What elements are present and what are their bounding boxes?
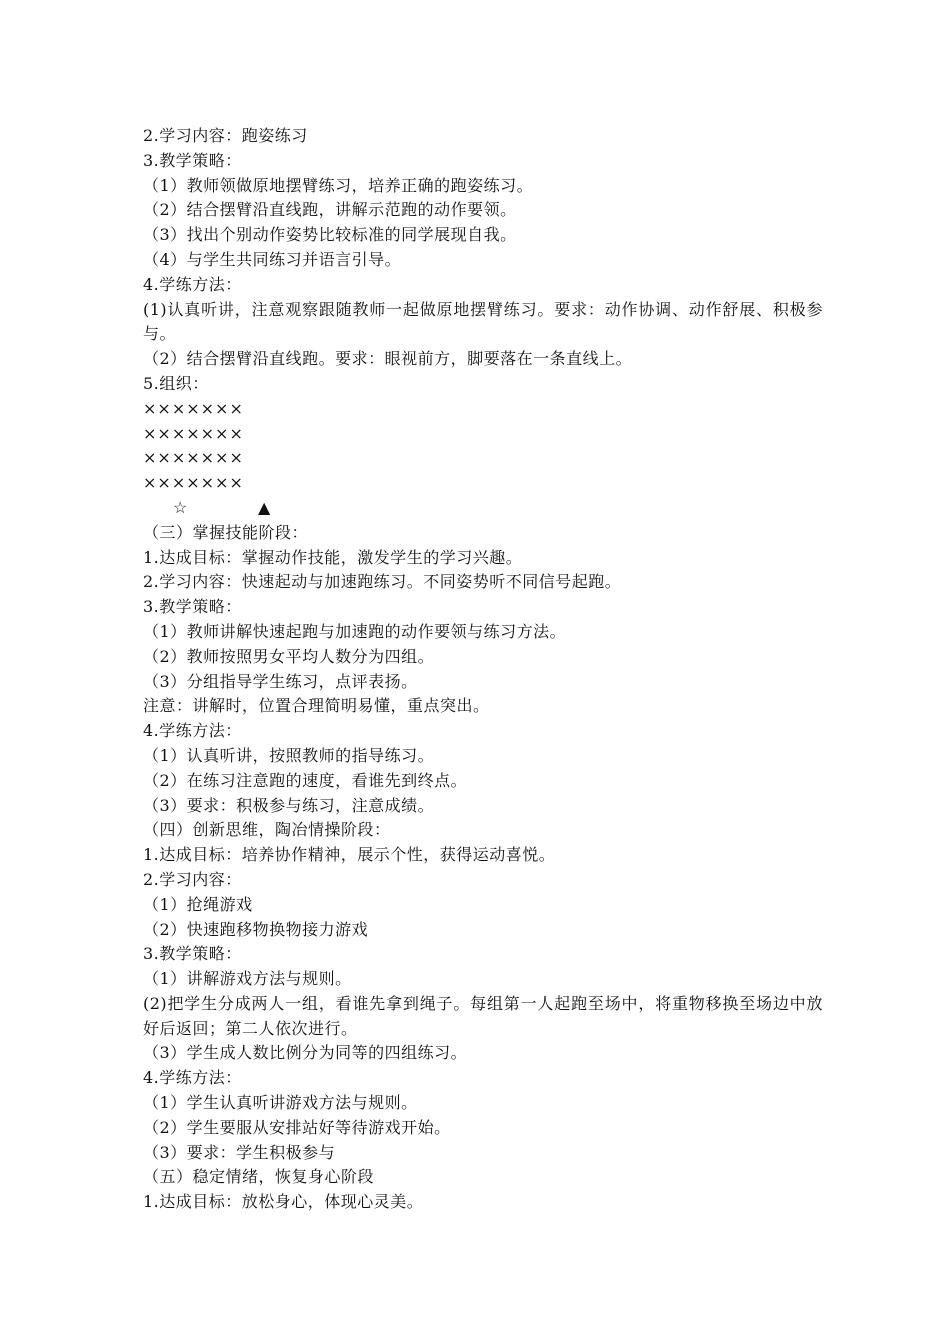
text-line: （2）在练习注意跑的速度，看谁先到终点。 [143,770,468,790]
text-line: 2.学习内容：跑姿练习 [143,126,308,145]
formation-row: ××××××× [143,423,244,443]
text-line: 4.学练方法： [143,1068,242,1088]
text-line: 3.教学策略： [143,944,242,964]
section-heading: （四）创新思维，陶冶情操阶段： [143,820,391,840]
text-line: 1.达成目标：掌握动作技能，激发学生的学习兴趣。 [143,547,523,567]
text-line: （1）认真听讲，按照教师的指导练习。 [143,745,435,765]
formation-diagram [143,397,823,521]
text-line: 4.学练方法： [143,274,242,294]
text-line: 2.学习内容：快速起动与加速跑练习。不同姿势听不同信号起跑。 [143,572,622,592]
text-line: 5.组织： [143,373,209,393]
text-line: （2）结合摆臂沿直线跑，讲解示范跑的动作要领。 [143,200,517,220]
text-line: （1）教师领做原地摆臂练习，培养正确的跑姿练习。 [143,175,534,195]
text-line: （1）学生认真听讲游戏方法与规则。 [143,1093,418,1113]
text-line: 4.学练方法： [143,721,242,741]
text-line: 1.达成目标：培养协作精神，展示个性，获得运动喜悦。 [143,845,556,865]
text-line: （1）讲解游戏方法与规则。 [143,969,352,989]
text-line: （3）要求：学生积极参与 [143,1142,336,1162]
section-heading: （五）稳定情绪，恢复身心阶段 [143,1167,375,1187]
section-heading: （三）掌握技能阶段： [143,522,309,542]
text-line: （3）分组指导学生练习，点评表扬。 [143,671,418,691]
text-line: （2）结合摆臂沿直线跑。要求：眼视前方，脚要落在一条直线上。 [143,349,633,369]
document-page [143,124,823,1215]
text-line: （3）找出个别动作姿势比较标准的同学展现自我。 [143,225,517,245]
text-line: 2.学习内容： [143,869,242,889]
text-line: 1.达成目标：放松身心，体现心灵美。 [143,1192,424,1212]
paragraph: (1)认真听讲，注意观察跟随教师一起做原地摆臂练习。要求：动作协调、动作舒展、积极参与。 [143,299,823,344]
text-line: （4）与学生共同练习并语言引导。 [143,249,402,269]
text-line: 3.教学策略： [143,597,242,617]
text-line: （1）抢绳游戏 [143,894,253,914]
text-line: （1）教师讲解快速起跑与加速跑的动作要领与练习方法。 [143,621,567,641]
triangle-icon: ▲ [258,497,271,517]
text-line: （3）要求：积极参与练习，注意成绩。 [143,795,435,815]
text-line: 注意：讲解时，位置合理简明易懂，重点突出。 [143,696,490,716]
text-line: （2）快速跑移物换物接力游戏 [143,919,369,939]
text-line: （2）学生要服从安排站好等待游戏开始。 [143,1117,451,1137]
formation-row: ××××××× [143,448,244,468]
text-line: （3）学生成人数比例分为同等的四组练习。 [143,1043,468,1063]
text-line: 3.教学策略： [143,150,242,170]
formation-row: ××××××× [143,473,244,493]
formation-row: ××××××× [143,398,244,418]
text-line: （2）教师按照男女平均人数分为四组。 [143,646,435,666]
paragraph: (2)把学生分成两人一组，看谁先拿到绳子。每组第一人起跑至场中，将重物移换至场边中放好后返回；第二人依次进行。 [143,993,823,1038]
star-icon: ☆ [173,497,188,517]
formation-markers [143,496,823,521]
